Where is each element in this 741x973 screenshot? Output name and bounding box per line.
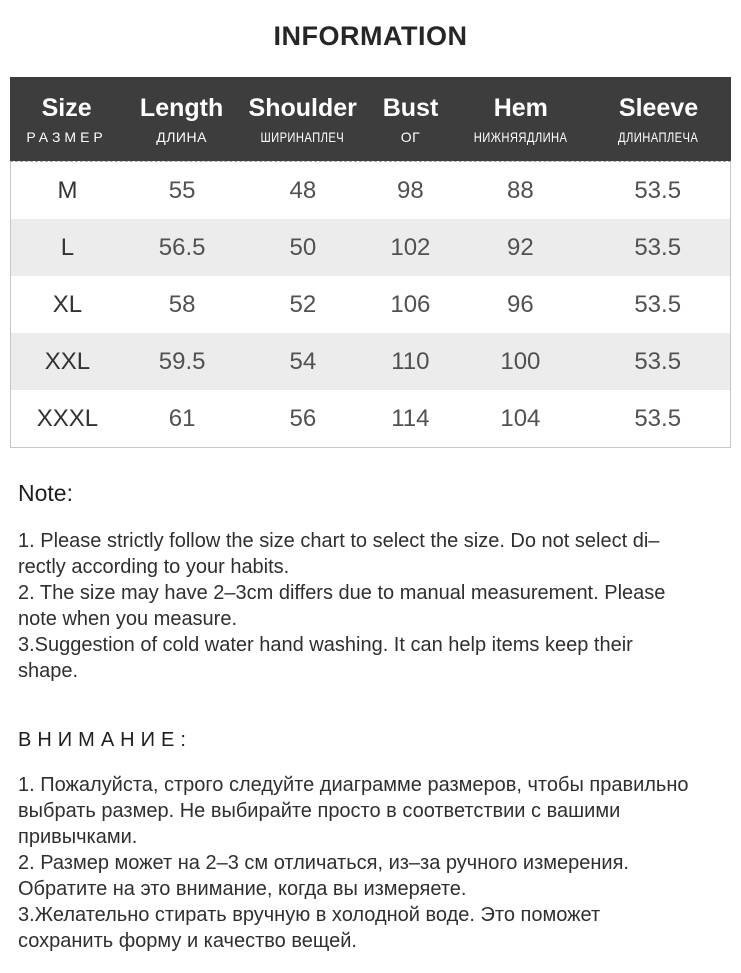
- size-cell: XL: [52, 290, 83, 318]
- column-header-sleeve: [586, 77, 731, 161]
- length-cell: 56.5: [158, 233, 206, 261]
- bust-cell: 114: [391, 404, 430, 432]
- shoulder-cell: 52: [289, 290, 317, 318]
- shoulder-cell: 54: [289, 347, 317, 375]
- sleeve-cell: 53.5: [634, 404, 682, 432]
- length-cell: 59.5: [158, 347, 206, 375]
- sleeve-cell: 53.5: [634, 176, 682, 204]
- size-cell: XXXL: [36, 404, 99, 432]
- column-sublabel: НИЖНЯЯДЛИНА: [473, 129, 568, 145]
- column-label: Shoulder: [248, 94, 357, 122]
- note-line-en: note when you measure.: [18, 607, 238, 630]
- table-row-xxxl: [11, 390, 730, 447]
- column-label: Size: [41, 94, 92, 122]
- column-header-hem: [456, 77, 587, 161]
- hem-cell: 96: [507, 290, 534, 318]
- size-cell: L: [60, 233, 75, 261]
- note-line-ru: 3.Желательно стирать вручную в холодной воде. Это поможет: [18, 903, 601, 926]
- size-cell: XXL: [44, 347, 91, 375]
- table-body: [10, 161, 731, 448]
- table-row-m: [11, 162, 730, 219]
- length-cell: 61: [168, 404, 196, 432]
- note-line-ru: сохранить форму и качество вещей.: [18, 929, 357, 952]
- column-header-bust: [365, 77, 455, 161]
- shoulder-cell: 50: [289, 233, 317, 261]
- column-sublabel: ДЛИНАПЛЕЧА: [618, 129, 699, 145]
- note-heading-ru: ВНИМАНИЕ:: [18, 728, 192, 751]
- note-line-ru: выбрать размер. Не выбирайте просто в соответствии с вашими: [18, 799, 621, 822]
- hem-cell: 88: [507, 176, 534, 204]
- note-text-ru: [18, 772, 723, 954]
- note-heading-en: Note:: [18, 480, 73, 506]
- column-header-shoulder: [240, 77, 365, 161]
- note-line-ru: Обратите на это внимание, когда вы измеряете.: [18, 877, 467, 900]
- table-header-row: [10, 77, 731, 161]
- table-row-xl: [11, 276, 730, 333]
- bust-cell: 106: [390, 290, 431, 318]
- note-line-en: 1. Please strictly follow the size chart to select the size. Do not select di–: [18, 529, 660, 552]
- note-line-ru: 2. Размер может на 2–3 см отличаться, из–за ручного измерения.: [18, 851, 629, 874]
- hem-cell: 92: [507, 233, 534, 261]
- column-label: Bust: [382, 94, 439, 122]
- column-sublabel: ШИРИНАПЛЕЧ: [260, 129, 345, 145]
- hem-cell: 100: [500, 347, 541, 375]
- note-line-en: 3.Suggestion of cold water hand washing. It can help items keep their: [18, 633, 633, 656]
- bust-cell: 102: [390, 233, 431, 261]
- column-sublabel: ДЛИНА: [156, 129, 207, 145]
- hem-cell: 104: [500, 404, 541, 432]
- size-chart-table: [10, 77, 731, 448]
- shoulder-cell: 48: [289, 176, 317, 204]
- sleeve-cell: 53.5: [634, 347, 682, 375]
- note-line-en: rectly according to your habits.: [18, 555, 290, 578]
- bust-cell: 98: [397, 176, 424, 204]
- note-line-ru: привычками.: [18, 825, 138, 848]
- note-line-en: 2. The size may have 2–3cm differs due to manual measurement. Please: [18, 581, 666, 604]
- table-row-xxl: [11, 333, 730, 390]
- size-cell: M: [57, 176, 78, 204]
- page-title: INFORMATION: [273, 21, 468, 51]
- bust-cell: 110: [391, 347, 430, 375]
- column-header-size: [10, 77, 123, 161]
- column-sublabel: РАЗМЕР: [26, 129, 107, 145]
- column-sublabel: ОГ: [400, 129, 421, 145]
- shoulder-cell: 56: [289, 404, 317, 432]
- note-text-en: [18, 528, 723, 684]
- table-row-l: [11, 219, 730, 276]
- column-header-length: [123, 77, 240, 161]
- note-line-en: shape.: [18, 659, 79, 682]
- note-line-ru: 1. Пожалуйста, строго следуйте диаграмме размеров, чтобы правильно: [18, 773, 689, 796]
- column-label: Hem: [493, 94, 548, 122]
- column-label: Sleeve: [618, 94, 699, 122]
- sleeve-cell: 53.5: [634, 290, 682, 318]
- column-label: Length: [139, 94, 224, 122]
- length-cell: 58: [168, 290, 196, 318]
- sleeve-cell: 53.5: [634, 233, 682, 261]
- length-cell: 55: [168, 176, 196, 204]
